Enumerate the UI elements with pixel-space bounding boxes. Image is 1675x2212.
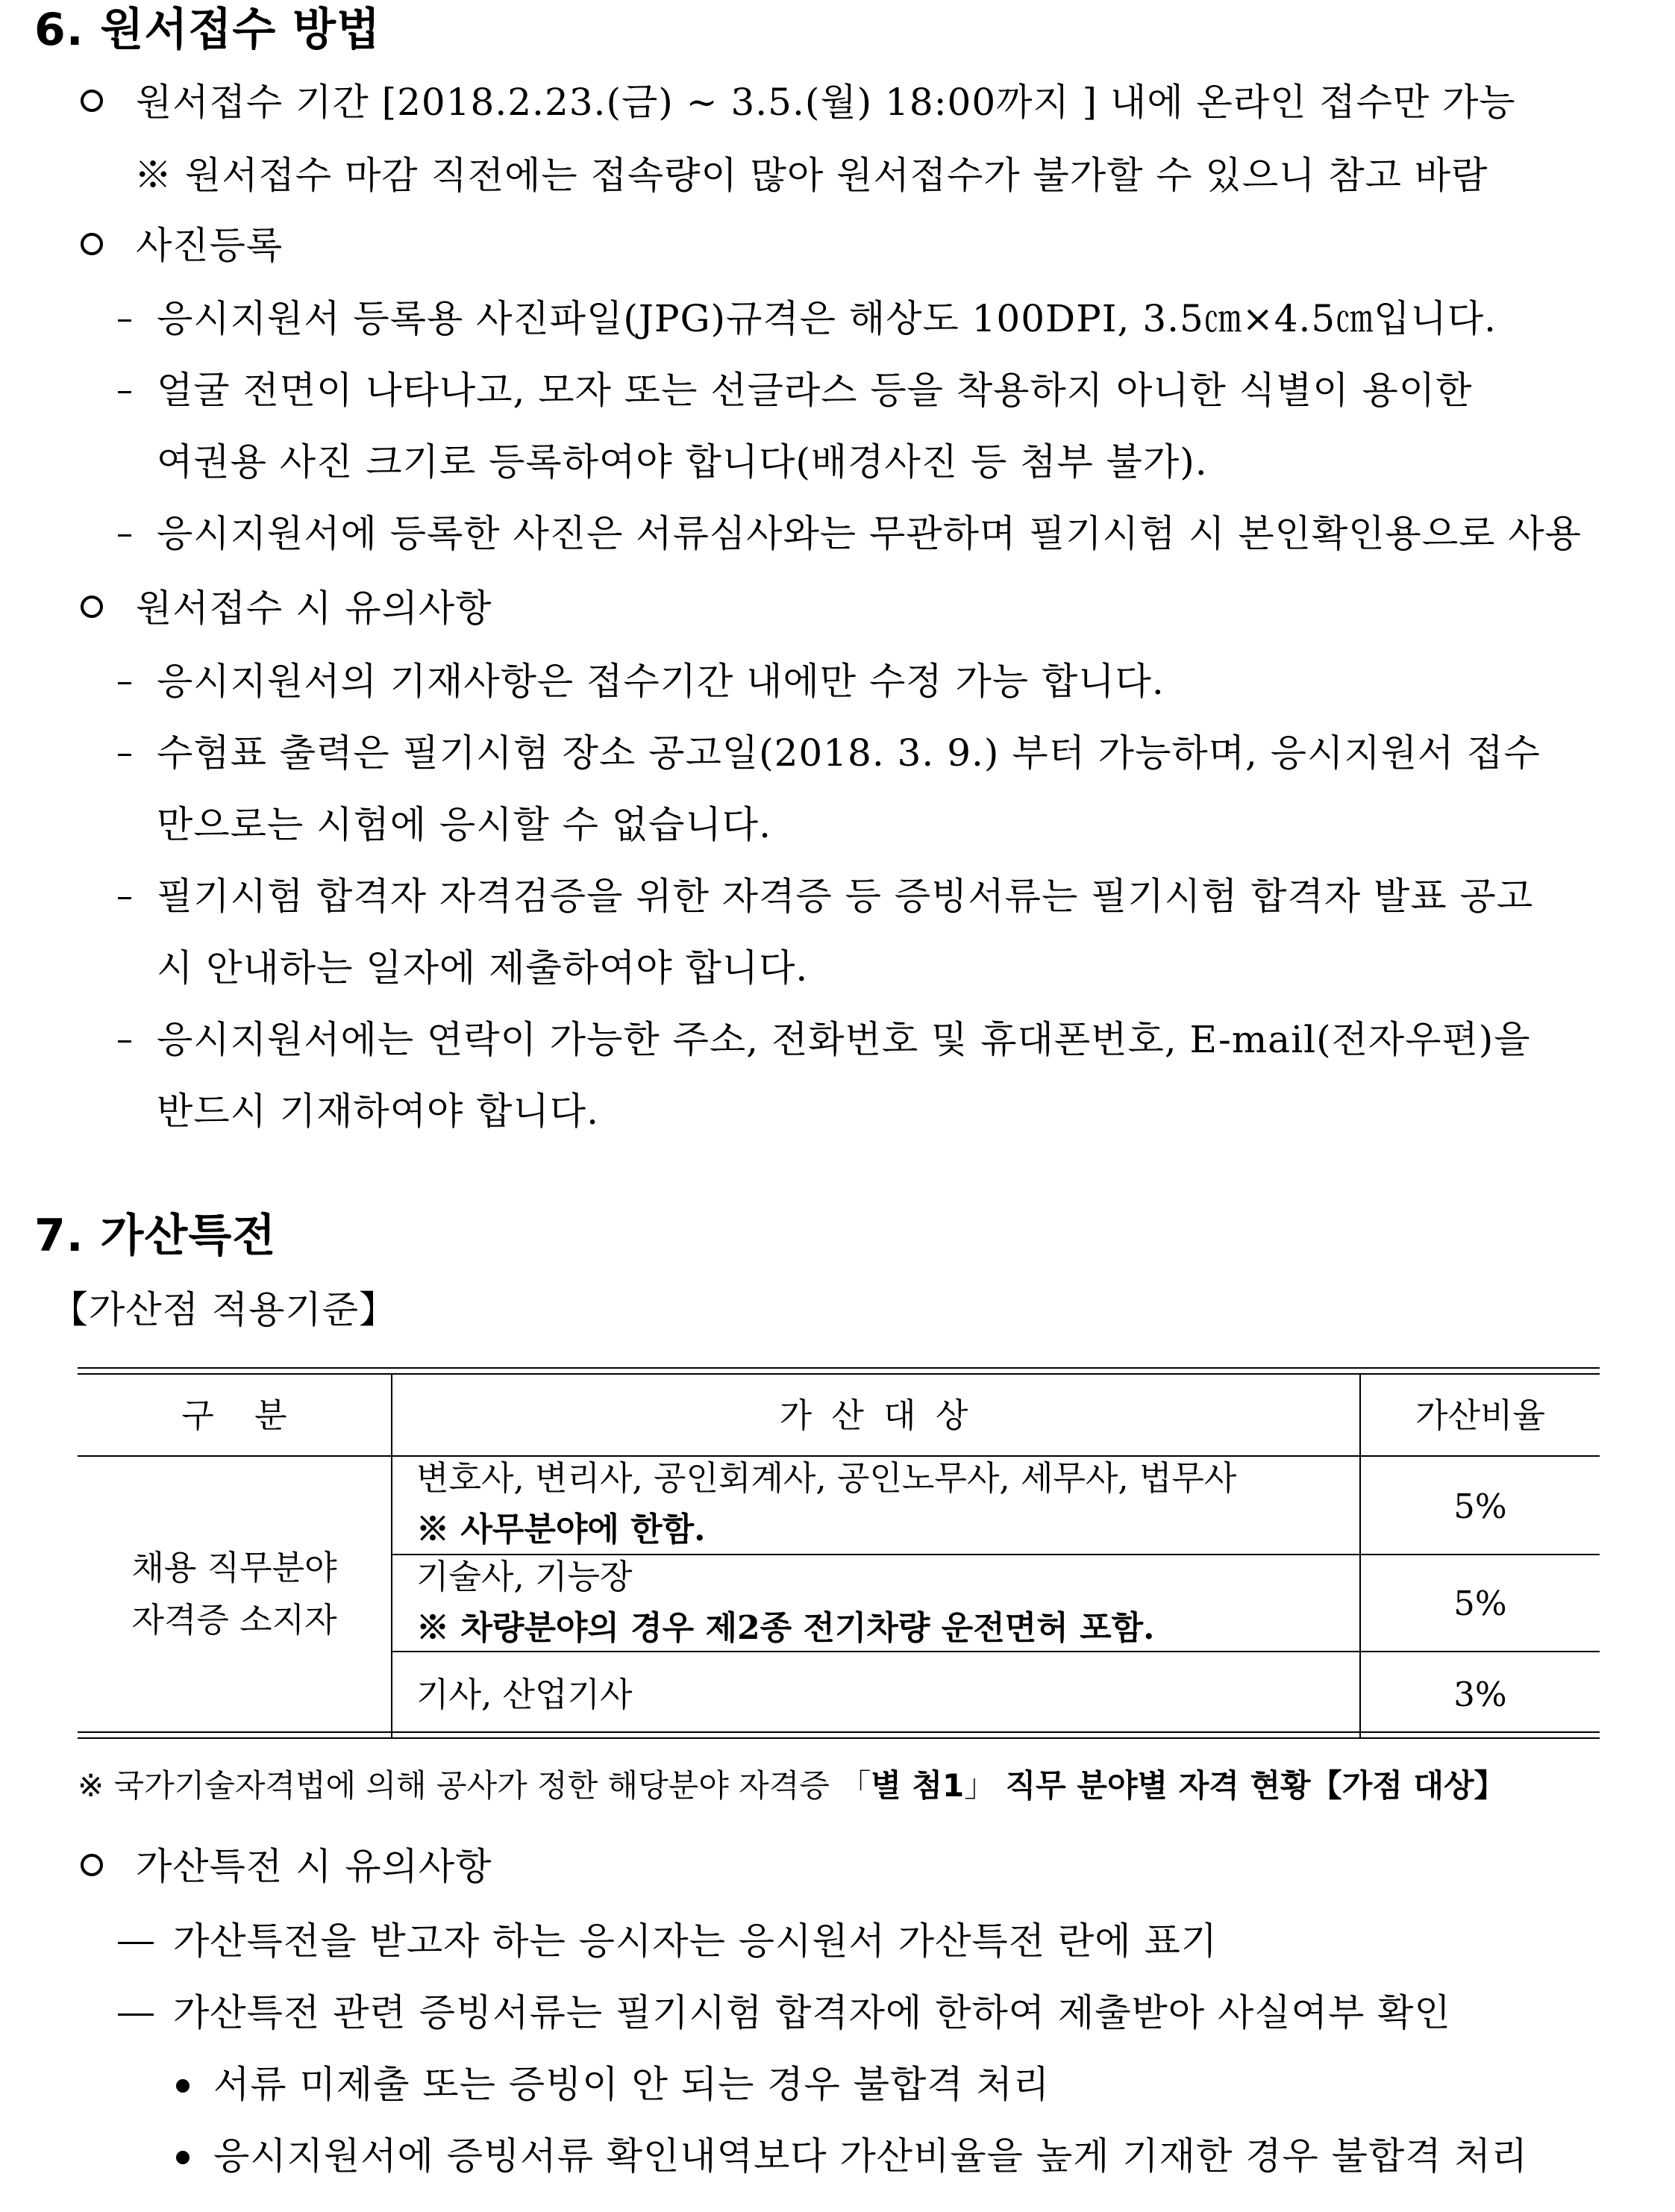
table-row-rate: 5% bbox=[1453, 1584, 1507, 1623]
dash-icon bbox=[118, 897, 131, 899]
bonus-caution-heading: 가산특전 시 유의사항 bbox=[136, 1845, 492, 1888]
table-bottom-border bbox=[78, 1737, 1600, 1739]
photo-item: 얼굴 전면이 나타나고, 모자 또는 선글라스 등을 착용하지 아니한 식별이 용이한 bbox=[157, 369, 1473, 412]
table-category-line: 채용 직무분야 bbox=[131, 1548, 337, 1587]
dash-icon bbox=[118, 682, 131, 684]
footnote-reference: 직무 분야별 자격 현황【가점 대상】 bbox=[1005, 1767, 1506, 1804]
table-row-rate: 5% bbox=[1453, 1487, 1507, 1526]
circle-bullet-icon bbox=[81, 596, 103, 618]
application-period-text: 원서접수 기간 [2018.2.23.(금) ~ 3.5.(월) 18:00까지 ] 내에 온라인 접수만 가능 bbox=[136, 81, 1516, 124]
photo-item: 응시지원서 등록용 사진파일(JPG)규격은 해상도 100DPI, 3.5㎝×4.5㎝입니다. bbox=[157, 297, 1497, 340]
dash-icon bbox=[118, 1040, 131, 1043]
table-header-target: 가 산 대 상 bbox=[779, 1396, 973, 1435]
table-footnote bbox=[78, 1767, 1506, 1804]
caution-item: 수험표 출력은 필기시험 장소 공고일(2018. 3. 9.) 부터 가능하며, 응시지원서 접수 bbox=[157, 731, 1541, 775]
footnote-attachment: 별 첨1 bbox=[871, 1767, 965, 1804]
bonus-criteria-subtitle: 【가산점 적용기준】 bbox=[51, 1288, 397, 1331]
circle-bullet-icon bbox=[81, 1854, 103, 1876]
bullet-dot-icon bbox=[176, 2151, 190, 2164]
bonus-sub-item: 응시지원서에 증빙서류 확인내역보다 가산비율을 높게 기재한 경우 불합격 처리 bbox=[213, 2134, 1529, 2178]
bonus-sub-item: 서류 미제출 또는 증빙이 안 되는 경우 불합격 처리 bbox=[213, 2063, 1051, 2106]
footnote-bracket: 」 bbox=[964, 1767, 996, 1804]
photo-item: 응시지원서에 등록한 사진은 서류심사와는 무관하며 필기시험 시 본인확인용으로 사용 bbox=[157, 512, 1582, 555]
circle-bullet-icon bbox=[81, 90, 103, 112]
photo-item-continued: 여권용 사진 크기로 등록하여야 합니다(배경사진 등 첨부 불가). bbox=[157, 440, 1208, 484]
dash-icon bbox=[118, 754, 131, 756]
table-category-line: 자격증 소지자 bbox=[131, 1600, 337, 1640]
em-dash-icon bbox=[118, 1942, 154, 1944]
section-6-title: 6. 원서접수 방법 bbox=[34, 4, 381, 56]
table-row-rate: 3% bbox=[1453, 1675, 1507, 1714]
caution-item: 필기시험 합격자 자격검증을 위한 자격증 등 증빙서류는 필기시험 합격자 발표 공고 bbox=[157, 875, 1534, 918]
dash-icon bbox=[118, 391, 131, 393]
caution-item: 응시지원서에는 연락이 가능한 주소, 전화번호 및 휴대폰번호, E-mail(전자우편)을 bbox=[157, 1018, 1531, 1061]
dash-icon bbox=[118, 534, 131, 537]
em-dash-icon bbox=[118, 2013, 154, 2016]
section-7-title: 7. 가산특전 bbox=[34, 1210, 277, 1262]
table-row-divider bbox=[392, 1651, 1600, 1652]
dash-icon bbox=[118, 319, 131, 322]
application-deadline-note: ※ 원서접수 마감 직전에는 접속량이 많아 원서접수가 불가할 수 있으니 참고 바람 bbox=[134, 154, 1488, 197]
table-top-border bbox=[78, 1367, 1600, 1369]
table-row-target: 기술사, 기능장 bbox=[416, 1557, 633, 1596]
table-row-divider bbox=[392, 1554, 1600, 1555]
table-row-note: ※ 사무분야에 한함. bbox=[416, 1510, 706, 1549]
caution-item-continued: 반드시 기재하여야 합니다. bbox=[157, 1090, 599, 1133]
table-bottom-border bbox=[78, 1731, 1600, 1733]
table-top-border bbox=[78, 1373, 1600, 1375]
caution-item-continued: 만으로는 시험에 응시할 수 없습니다. bbox=[157, 803, 771, 846]
caution-item: 응시지원서의 기재사항은 접수기간 내에만 수정 가능 합니다. bbox=[157, 660, 1165, 703]
circle-bullet-icon bbox=[81, 233, 103, 255]
bonus-item: 가산특전 관련 증빙서류는 필기시험 합격자에 한하여 제출받아 사실여부 확인 bbox=[173, 1991, 1451, 2034]
table-row-note: ※ 차량분야의 경우 제2종 전기차량 운전면허 포함. bbox=[416, 1609, 1155, 1647]
bonus-item: 가산특전을 받고자 하는 응시자는 응시원서 가산특전 란에 표기 bbox=[173, 1919, 1218, 1963]
table-row-target: 변호사, 변리사, 공인회계사, 공인노무사, 세무사, 법무사 bbox=[416, 1458, 1237, 1498]
footnote-text: ※ 국가기술자격법에 의해 공사가 정한 해당분야 자격증 「 bbox=[78, 1767, 871, 1804]
table-row-target: 기사, 산업기사 bbox=[416, 1675, 633, 1714]
caution-item-continued: 시 안내하는 일자에 제출하여야 합니다. bbox=[157, 946, 809, 990]
table-header-divider bbox=[78, 1455, 1600, 1457]
table-header-category: 구 분 bbox=[181, 1396, 287, 1435]
photo-registration-heading: 사진등록 bbox=[136, 224, 284, 267]
table-header-rate: 가산비율 bbox=[1415, 1396, 1545, 1435]
bullet-dot-icon bbox=[176, 2079, 190, 2093]
caution-heading: 원서접수 시 유의사항 bbox=[136, 587, 492, 630]
